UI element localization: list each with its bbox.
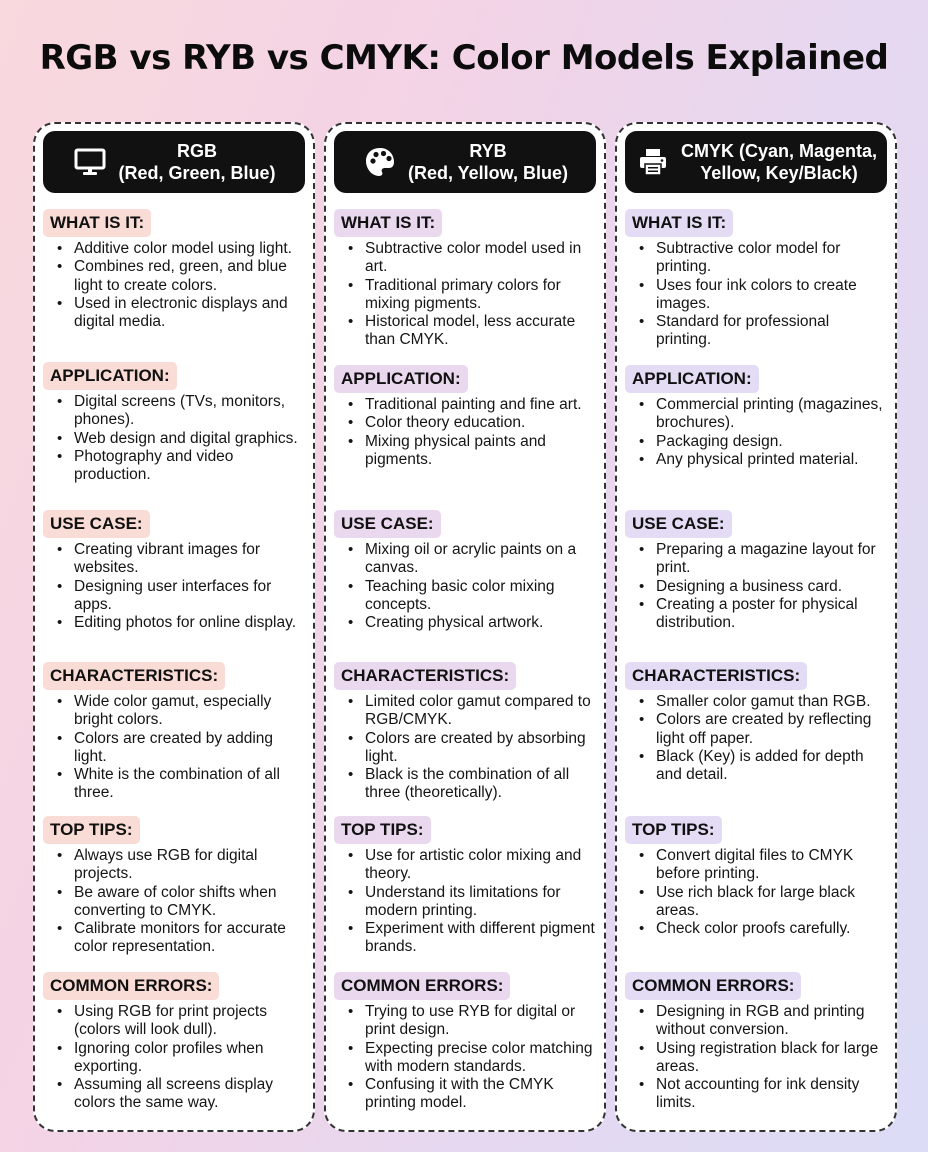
- list-item: • Creating vibrant images for websites.: [74, 541, 305, 578]
- monitor-icon: [72, 144, 108, 180]
- list-item: • Additive color model using light.: [74, 240, 305, 258]
- section-label: CHARACTERISTICS:: [43, 662, 225, 690]
- list-item: • White is the combination of all three.: [74, 766, 305, 803]
- list-item: • Colors are created by reflecting light off paper.: [656, 711, 887, 748]
- list-item: • Teaching basic color mixing concepts.: [365, 578, 596, 615]
- ryb-column: [324, 122, 606, 1132]
- list-item: • Limited color gamut compared to RGB/CMYK.: [365, 693, 596, 730]
- list-item: • Use rich black for large black areas.: [656, 884, 887, 921]
- list-item: • Check color proofs carefully.: [656, 920, 887, 938]
- section-label: APPLICATION:: [625, 365, 759, 393]
- list-item: • Subtractive color model used in art.: [365, 240, 596, 277]
- rgb-characteristics: [43, 662, 305, 803]
- cmyk-header-title: CMYK (Cyan, Magenta, Yellow, Key/Black): [680, 141, 878, 183]
- list-item: • Expecting precise color matching with modern standards.: [365, 1040, 596, 1077]
- ryb-use-case: [334, 510, 596, 632]
- list-item: • Confusing it with the CMYK printing model.: [365, 1076, 596, 1113]
- section-label: CHARACTERISTICS:: [625, 662, 807, 690]
- list-item: • Creating physical artwork.: [365, 614, 596, 632]
- list-item: • Traditional painting and fine art.: [365, 396, 596, 414]
- list-item: • Any physical printed material.: [656, 451, 887, 469]
- ryb-what-is-it: [334, 209, 596, 350]
- section-label: TOP TIPS:: [43, 816, 140, 844]
- list-item: • Creating a poster for physical distribution.: [656, 596, 887, 633]
- list-item: • Assuming all screens display colors the same way.: [74, 1076, 305, 1113]
- ryb-header: [334, 131, 596, 193]
- ryb-characteristics: [334, 662, 596, 803]
- rgb-header-title: RGB (Red, Green, Blue): [118, 141, 276, 183]
- list-item: • Uses four ink colors to create images.: [656, 277, 887, 314]
- rgb-what-is-it: [43, 209, 305, 331]
- section-label: TOP TIPS:: [625, 816, 722, 844]
- section-label: WHAT IS IT:: [43, 209, 151, 237]
- rgb-top-tips: [43, 816, 305, 957]
- list-item: • Combines red, green, and blue light to create colors.: [74, 258, 305, 295]
- list-item: • Historical model, less accurate than CMYK.: [365, 313, 596, 350]
- list-item: • Always use RGB for digital projects.: [74, 847, 305, 884]
- list-item: • Commercial printing (magazines, brochures).: [656, 396, 887, 433]
- list-item: • Colors are created by absorbing light.: [365, 730, 596, 767]
- list-item: • Experiment with different pigment brands.: [365, 920, 596, 957]
- list-item: • Used in electronic displays and digital media.: [74, 295, 305, 332]
- section-label: COMMON ERRORS:: [334, 972, 510, 1000]
- section-label: COMMON ERRORS:: [625, 972, 801, 1000]
- rgb-common-errors: [43, 972, 305, 1113]
- list-item: • Preparing a magazine layout for print.: [656, 541, 887, 578]
- list-item: • Editing photos for online display.: [74, 614, 305, 632]
- section-label: USE CASE:: [43, 510, 150, 538]
- cmyk-common-errors: [625, 972, 887, 1113]
- palette-icon: [362, 144, 398, 180]
- cmyk-application: [625, 365, 887, 469]
- list-item: • Mixing oil or acrylic paints on a canvas.: [365, 541, 596, 578]
- list-item: • Mixing physical paints and pigments.: [365, 433, 596, 470]
- ryb-top-tips: [334, 816, 596, 957]
- list-item: • Using RGB for print projects (colors will look dull).: [74, 1003, 305, 1040]
- list-item: • Subtractive color model for printing.: [656, 240, 887, 277]
- list-item: • Black (Key) is added for depth and detail.: [656, 748, 887, 785]
- section-label: USE CASE:: [334, 510, 441, 538]
- cmyk-column: [615, 122, 897, 1132]
- page-title: RGB vs RYB vs CMYK: Color Models Explained: [39, 38, 889, 78]
- ryb-common-errors: [334, 972, 596, 1113]
- list-item: • Understand its limitations for modern printing.: [365, 884, 596, 921]
- list-item: • Photography and video production.: [74, 448, 305, 485]
- list-item: • Trying to use RYB for digital or print design.: [365, 1003, 596, 1040]
- section-label: APPLICATION:: [43, 362, 177, 390]
- section-label: COMMON ERRORS:: [43, 972, 219, 1000]
- printer-icon: [635, 144, 671, 180]
- list-item: • Calibrate monitors for accurate color representation.: [74, 920, 305, 957]
- list-item: • Use for artistic color mixing and theory.: [365, 847, 596, 884]
- list-item: • Be aware of color shifts when converting to CMYK.: [74, 884, 305, 921]
- cmyk-what-is-it: [625, 209, 887, 350]
- list-item: • Digital screens (TVs, monitors, phones).: [74, 393, 305, 430]
- list-item: • Colors are created by adding light.: [74, 730, 305, 767]
- list-item: • Using registration black for large areas.: [656, 1040, 887, 1077]
- cmyk-header: [625, 131, 887, 193]
- cmyk-top-tips: [625, 816, 887, 938]
- rgb-use-case: [43, 510, 305, 632]
- list-item: • Traditional primary colors for mixing pigments.: [365, 277, 596, 314]
- rgb-column: [33, 122, 315, 1132]
- cmyk-use-case: [625, 510, 887, 632]
- list-item: • Designing a business card.: [656, 578, 887, 596]
- ryb-application: [334, 365, 596, 469]
- list-item: • Not accounting for ink density limits.: [656, 1076, 887, 1113]
- list-item: • Ignoring color profiles when exporting.: [74, 1040, 305, 1077]
- section-label: WHAT IS IT:: [625, 209, 733, 237]
- cmyk-characteristics: [625, 662, 887, 784]
- list-item: • Designing user interfaces for apps.: [74, 578, 305, 615]
- section-label: WHAT IS IT:: [334, 209, 442, 237]
- ryb-header-title: RYB (Red, Yellow, Blue): [407, 141, 569, 183]
- list-item: • Convert digital files to CMYK before printing.: [656, 847, 887, 884]
- section-label: APPLICATION:: [334, 365, 468, 393]
- section-label: CHARACTERISTICS:: [334, 662, 516, 690]
- section-label: TOP TIPS:: [334, 816, 431, 844]
- list-item: • Packaging design.: [656, 433, 887, 451]
- section-label: USE CASE:: [625, 510, 732, 538]
- list-item: • Wide color gamut, especially bright colors.: [74, 693, 305, 730]
- list-item: • Standard for professional printing.: [656, 313, 887, 350]
- list-item: • Designing in RGB and printing without conversion.: [656, 1003, 887, 1040]
- rgb-application: [43, 362, 305, 484]
- list-item: • Color theory education.: [365, 414, 596, 432]
- rgb-header: [43, 131, 305, 193]
- list-item: • Web design and digital graphics.: [74, 430, 305, 448]
- list-item: • Black is the combination of all three (theoretically).: [365, 766, 596, 803]
- list-item: • Smaller color gamut than RGB.: [656, 693, 887, 711]
